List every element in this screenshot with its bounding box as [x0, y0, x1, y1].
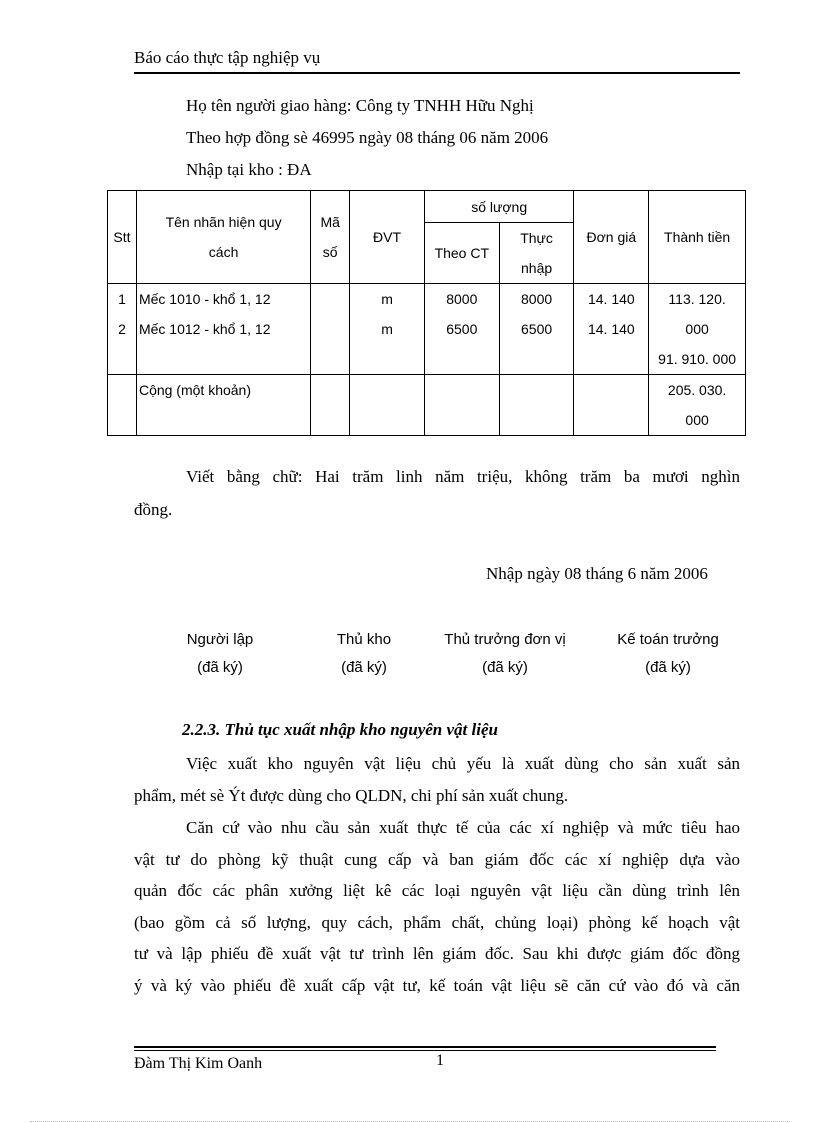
page-edge-divider: [30, 1121, 790, 1122]
header-actual-l2: nhập: [521, 260, 553, 276]
total-amount-l2: 000: [685, 412, 709, 428]
paragraph-1: [134, 748, 740, 811]
row1-unit: m: [381, 291, 393, 307]
cell-by-doc: [424, 284, 499, 375]
p2-line: vật tư do phòng kỹ thuật cung cấp và ban giám đốc các xí nghiệp dựa vào: [134, 849, 740, 869]
cell-name: [136, 284, 310, 375]
header-amount: Thành tiền: [649, 191, 746, 284]
row2-actual: 6500: [521, 321, 553, 337]
total-unit: [350, 375, 425, 436]
p2-line: quản đốc các phân xưởng liệt kê các loại nguyên vật liệu cần dùng trình lên: [134, 881, 740, 900]
cell-code: [311, 284, 350, 375]
total-label: Cộng (một khoản): [136, 375, 310, 436]
p1-line: phẩm, mét sè Ýt được dùng cho QLDN, chi phí sản xuất chung.: [134, 785, 569, 805]
total-amount-l1: 205. 030.: [667, 382, 727, 398]
signature-role: Thủ trưởng đơn vị: [444, 631, 566, 648]
header-code-l2: số: [322, 244, 338, 260]
contract-line: Theo hợp đồng sè 46995 ngày 08 tháng 06 năm 2006: [186, 128, 549, 147]
page-number: 1: [436, 1052, 444, 1069]
p2-line: Căn cứ vào nhu cầu sản xuất thực tế của các xí nghiệp và mức tiêu hao: [186, 818, 740, 837]
in-words-line1: Viết bằng chữ: Hai trăm linh năm triệu, không trăm ba mươi nghìn: [186, 467, 740, 486]
row1-by-doc: 8000: [446, 291, 478, 307]
table-total-row: [108, 375, 746, 436]
p2-line: ý và ký vào phiếu đề xuất cấp vật tư, kế toán vật liệu sẽ căn cứ vào đó và căn: [134, 975, 740, 995]
signature-role: Người lập: [186, 631, 254, 648]
cell-price: [574, 284, 649, 375]
signature-role: Kế toán trưởng: [617, 631, 719, 648]
footer-author: Đàm Thị Kim Oanh: [134, 1055, 263, 1072]
header-name-l1: Tên nhãn hiện quy: [165, 214, 282, 230]
page-header: [134, 48, 740, 68]
cell-unit: [350, 284, 425, 375]
row2-name: Mếc 1012 - khổ 1, 12: [138, 321, 271, 337]
signature-status: (đã ký): [341, 659, 387, 676]
header-name: [136, 191, 310, 284]
total-code: [311, 375, 350, 436]
header-actual-l1: Thực: [520, 230, 553, 246]
header-rule: [134, 72, 740, 74]
signature-status: (đã ký): [482, 659, 528, 676]
header-by-doc: Theo CT: [424, 223, 499, 284]
cell-amount: [649, 284, 746, 375]
signature-status: (đã ký): [197, 659, 243, 676]
p2-line: tư và lập phiếu đề xuất vật tư trình lên giám đốc. Sau khi được giám đốc đồng: [134, 944, 740, 963]
signature-chief-accountant: [600, 626, 736, 682]
receipt-table: [107, 190, 746, 436]
cell-stt: [108, 284, 137, 375]
deliverer-line: Họ tên người giao hàng: Công ty TNHH Hữu Nghị: [186, 96, 534, 115]
table-row: [108, 284, 746, 375]
signature-status: (đã ký): [645, 659, 691, 676]
row2-price: 14. 140: [587, 321, 635, 337]
row2-stt: 2: [118, 321, 126, 337]
row1-name: Mếc 1010 - khổ 1, 12: [138, 291, 271, 307]
row2-by-doc: 6500: [446, 321, 478, 337]
in-words-line2: đồng.: [134, 500, 173, 519]
total-price: [574, 375, 649, 436]
header-name-l2: cách: [208, 244, 239, 260]
header-unit: ĐVT: [350, 191, 425, 284]
paragraph-2: [134, 812, 740, 1001]
p2-line: (bao gồm cả số lượng, quy cách, phẩm chất, chủng loại) phòng kế hoạch vật: [134, 912, 740, 932]
total-by-doc: [424, 375, 499, 436]
row2-unit: m: [381, 321, 393, 337]
date-line: Nhập ngày 08 tháng 6 năm 2006: [486, 564, 708, 583]
header-quantity: số lượng: [424, 191, 574, 223]
signature-storekeeper: [314, 626, 414, 682]
total-stt: [108, 375, 137, 436]
header-actual: [499, 223, 574, 284]
row1-stt: 1: [118, 291, 126, 307]
warehouse-line: Nhập tại kho : ĐA: [186, 160, 312, 179]
footer-rule: [134, 1046, 716, 1051]
row1-actual: 8000: [521, 291, 553, 307]
signature-head-of-unit: [430, 626, 580, 682]
row1-price: 14. 140: [587, 291, 635, 307]
section-heading: 2.2.3. Thủ tục xuất nhập kho nguyên vật liệu: [182, 720, 498, 739]
header-code-l1: Mã: [320, 214, 340, 230]
header-price: Đơn giá: [574, 191, 649, 284]
p1-line: Việc xuất kho nguyên vật liệu chủ yếu là xuất dùng cho sản xuất sản: [186, 754, 740, 773]
row1-amount-l1: 113. 120.: [668, 291, 726, 307]
row1-amount-l2: 000: [685, 321, 709, 337]
total-actual: [499, 375, 574, 436]
header-stt: Stt: [108, 191, 137, 284]
cell-actual: [499, 284, 574, 375]
signature-role: Thủ kho: [336, 631, 392, 648]
header-code: [311, 191, 350, 284]
table-header-row: [108, 191, 746, 223]
row2-amount: 91. 910. 000: [658, 351, 737, 367]
total-amount: [649, 375, 746, 436]
signature-preparer: [160, 626, 280, 682]
report-title: Báo cáo thực tập nghiệp vụ: [134, 48, 321, 67]
